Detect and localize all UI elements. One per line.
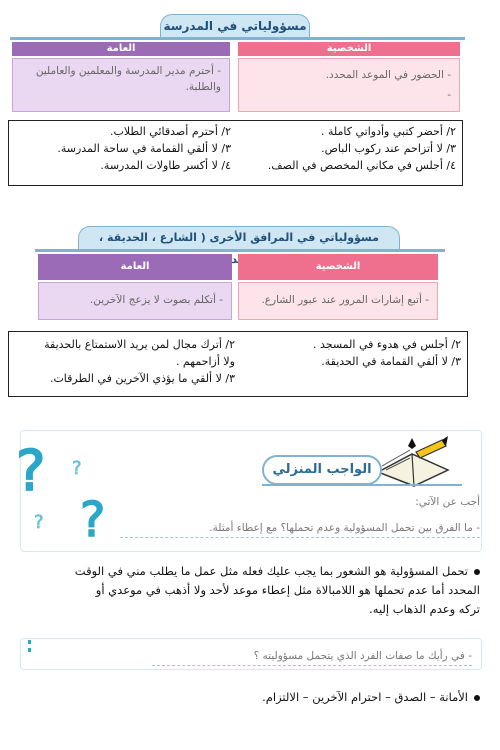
bullet-icon: [474, 695, 480, 701]
section2-list-personal: [241, 334, 467, 372]
section1-title-line: [10, 37, 465, 40]
section1-personal-extra: -: [447, 89, 451, 101]
question-mark-icon: ؟: [80, 492, 106, 548]
section2-header-personal: الشخصية: [238, 254, 438, 280]
list-item: ٢/ أحضر كتبي وأدواتي كاملة .: [321, 125, 456, 138]
homework-answer-2: الأمانة – الصدق – احترام الآخرين – الالتزام.: [80, 688, 480, 707]
list-item: ٣/ لا أتزاحم عند ركوب الباص.: [321, 142, 456, 155]
answer-line: تركه وعدم الذهاب إليه.: [369, 602, 480, 616]
section1-general-text: - أحترم مدير المدرسة والمعلمين والعاملين والطلبة.: [35, 65, 221, 93]
homework-title-line: [262, 484, 462, 486]
question-mark-icon: ؟: [16, 438, 46, 504]
section1-header-general: العامة: [12, 42, 230, 56]
list-item: ٣/ لا ألقي القمامة في ساحة المدرسة.: [57, 142, 231, 155]
section2-title: مسؤولياتي في المرافق الأخرى ( الشارع ، الحديقة ،: [78, 226, 400, 250]
section2-title-line: [35, 249, 445, 252]
homework-answer-1: [25, 562, 480, 619]
list-item: ٤/ لا أكسر طاولات المدرسة.: [100, 159, 231, 172]
question-mark-icon: ؟: [34, 512, 44, 533]
list-item: ٣/ لا ألقي ما يؤذي الآخرين في الطرقات.: [49, 372, 235, 385]
section1-general-cell: [12, 58, 230, 112]
bullet-icon: [474, 569, 480, 575]
list-item: ٤/ أجلس في مكاني المخصص في الصف.: [267, 159, 456, 172]
section1-answers-box: [8, 120, 463, 186]
section1-list-personal: [237, 121, 462, 176]
homework-question-1: - ما الفرق بين تحمل المسؤولية وعدم تحملها؟ مع إعطاء أمثلة.: [120, 522, 480, 538]
section1-title: مسؤولياتي في المدرسة: [160, 14, 310, 38]
list-item: ولا أزاحمهم .: [175, 355, 235, 368]
section1-list-general: [9, 121, 237, 176]
list-item: ٣/ لا ألقي القمامة في الحديقة.: [321, 355, 461, 368]
section1-personal-text: - الحضور في الموعد المحدد.: [325, 69, 451, 81]
section1-personal-cell: [238, 58, 460, 112]
homework-title: الواجب المنزلي: [262, 455, 382, 485]
section2-answers-box: [8, 331, 468, 397]
section2-general-text: - أتكلم بصوت لا يزعج الآخرين.: [89, 294, 223, 306]
section2-personal-text: - أتبع إشارات المرور عند عبور الشارع.: [261, 294, 429, 306]
colon-mark-icon: [28, 640, 32, 652]
answer-line: تحمل المسؤولية هو الشعور بما يجب عليك فعله مثل عمل ما يطلب مني في الوقت: [25, 562, 480, 581]
section2-personal-cell: [238, 282, 438, 320]
section2-list-general: [9, 334, 241, 389]
section2-header-general: العامة: [38, 254, 232, 280]
homework-instruction: أجب عن الآتي:: [415, 496, 480, 508]
book-pen-icon: [372, 432, 452, 488]
answer-line: المحدد أما عدم تحملها هو اللامبالاة مثل إعطاء موعد لأحد ولا أذهب في موعدي أو: [95, 583, 480, 597]
section2-general-cell: [38, 282, 232, 320]
section1-header-personal: الشخصية: [238, 42, 460, 56]
question-mark-icon: ؟: [72, 458, 82, 479]
homework-question-2: - في رأيك ما صفات الفرد الذي يتحمل مسؤوليته ؟: [152, 650, 472, 666]
list-item: ٢/ أحترم أصدقائي الطلاب.: [109, 125, 231, 138]
list-item: ٢/ أجلس في هدوء في المسجد .: [313, 338, 461, 351]
list-item: ٢/ أترك مجال لمن يريد الاستمتاع بالحديقة: [44, 338, 235, 351]
